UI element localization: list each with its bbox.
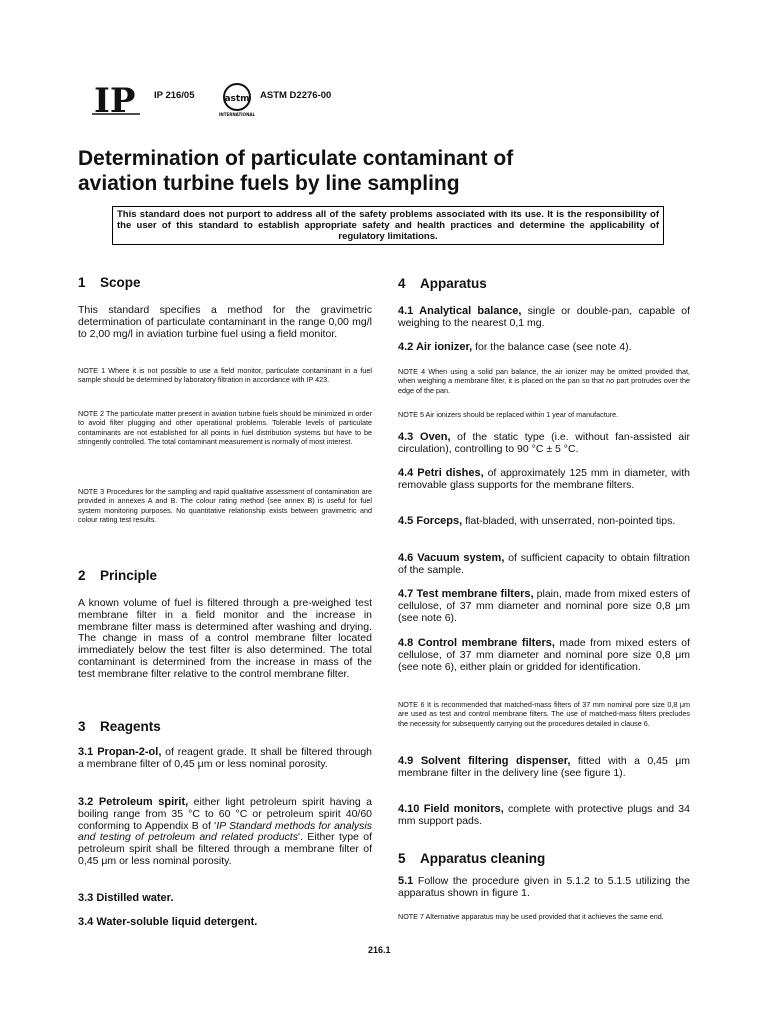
apparatus-heading: 4.10 Field monitors, <box>398 803 504 815</box>
apparatus-heading: 4.4 Petri dishes, <box>398 467 484 479</box>
apparatus-body: of sufficient capacity to obtain filtration of the sample. <box>398 552 691 576</box>
apparatus-4-7 <box>398 589 690 624</box>
section-number: 2 <box>78 568 86 583</box>
section-number: 5 <box>398 851 406 866</box>
apparatus-heading: 4.6 Vacuum system, <box>398 552 505 564</box>
apparatus-heading: 4.9 Solvent filtering dispenser, <box>398 755 571 767</box>
reagent-heading: 3.2 Petroleum spirit, <box>78 796 189 808</box>
note-3: NOTE 3 Procedures for the sampling and rapid qualitative assessment of contamination are provided in annexes A and B. The colour rating method (see annex B) is useful for fuel system monitoring purposes. No quantitative relationship exists between gravimetric and colour rating test results. <box>78 487 372 525</box>
apparatus-4-8 <box>398 638 690 673</box>
apparatus-heading: 4.5 Forceps, <box>398 515 463 527</box>
reagent-body: either light petroleum spirit having a boiling range from 35 °C to 60 °C or petroleum spirit 40/60 conforming to Appendix B of ' <box>78 796 372 832</box>
title-line-1: Determination of particulate contaminant of <box>78 147 514 170</box>
apparatus-heading: 4.2 Air ionizer, <box>398 341 473 353</box>
apparatus-4-4 <box>398 468 690 492</box>
apparatus-4-1 <box>398 306 690 330</box>
note-6: NOTE 6 It is recommended that matched-mass filters of 37 mm nominal pore size 0,8 μm are used as test and control membrane filters. The use of matched-mass filters precludes the necessity for subsequently carrying out the procedures detailed in clause 6. <box>398 700 690 728</box>
apparatus-body: single or double-pan, capable of weighing to the nearest 0,1 mg. <box>398 305 691 329</box>
section-5-heading <box>398 851 545 866</box>
reagent-heading: 3.4 Water-soluble liquid detergent. <box>78 916 258 928</box>
apparatus-body: of approximately 125 mm in diameter, with removable glass supports for the membrane filters. <box>398 467 690 491</box>
apparatus-body: of the static type (i.e. without fan-assisted air circulation), controlling to 90 °C ± 5 °C. <box>398 431 690 455</box>
section-number: 1 <box>78 275 86 290</box>
apparatus-4-2 <box>398 342 690 354</box>
section-1-heading <box>78 275 141 290</box>
section-title: Principle <box>100 568 158 583</box>
apparatus-heading: 4.1 Analytical balance, <box>398 305 522 317</box>
scope-paragraph: This standard specifies a method for the gravimetric determination of particulate contaminant in the range 0,00 mg/l to 2,00 mg/l in aviation turbine fuel using a field monitor. <box>78 304 372 340</box>
reagent-body-2: '. Either type of petroleum spirit shall be filtered through a membrane filter of 0,45 μm or less nominal porosity. <box>78 831 372 867</box>
svg-text:INTERNATIONAL: INTERNATIONAL <box>218 112 256 117</box>
astm-logo-icon <box>218 82 256 118</box>
reagent-3-3 <box>78 893 372 905</box>
section-title: Apparatus <box>420 276 487 291</box>
section-3-heading <box>78 719 161 734</box>
apparatus-4-10 <box>398 804 690 828</box>
section-number: 4 <box>398 276 406 291</box>
section-title: Reagents <box>100 719 161 734</box>
apparatus-heading: 4.8 Control membrane filters, <box>398 637 555 649</box>
note-5: NOTE 5 Air ionizers should be replaced within 1 year of manufacture. <box>398 410 619 419</box>
section-title: Scope <box>100 275 141 290</box>
ip-logo-icon <box>92 80 142 116</box>
apparatus-body: plain, made from mixed esters of cellulose, of 37 mm diameter and nominal pore size 0,8 μm (see note 6). <box>398 588 690 624</box>
section-title: Apparatus cleaning <box>420 851 546 866</box>
reagent-3-1 <box>78 747 372 771</box>
note-4: NOTE 4 When using a solid pan balance, the air ionizer may be omitted provided that, when weighing a membrane filter, it is placed on the pan so that no part protrudes over the edge of the pan. <box>398 367 690 395</box>
svg-text:IP: IP <box>94 81 136 116</box>
note-7: NOTE 7 Alternative apparatus may be used provided that it achieves the same end. <box>398 912 664 921</box>
apparatus-body: for the balance case (see note 4). <box>472 341 632 353</box>
cleaning-heading: 5.1 <box>398 875 414 887</box>
section-number: 3 <box>78 719 86 734</box>
reagent-italic: IP Standard methods for analysis and testing of petroleum and related products <box>78 819 372 844</box>
page-number: 216.1 <box>368 945 391 955</box>
note-2: NOTE 2 The particulate matter present in aviation turbine fuels should be minimized in order to avoid filter plugging and other operational problems. Tolerable levels of particulate contaminants are not established for all points in fuel distribution systems but have to be stringently controlled. The total contaminant measurement is normally of most interest. <box>78 409 372 447</box>
title-line-2: aviation turbine fuels by line sampling <box>78 172 460 195</box>
reagent-3-4 <box>78 917 372 929</box>
reagent-body: of reagent grade. It shall be filtered through a membrane filter of 0,45 μm or less nominal porosity. <box>78 746 372 770</box>
cleaning-body: Follow the procedure given in 5.1.2 to 5.1.5 utilizing the apparatus shown in figure 1. <box>398 875 690 899</box>
reagent-3-2 <box>78 797 372 868</box>
apparatus-body: fitted with a 0,45 μm membrane filter in the delivery line (see figure 1). <box>398 755 690 779</box>
astm-code: ASTM D2276-00 <box>260 90 332 101</box>
apparatus-body: complete with protective plugs and 34 mm support pads. <box>398 803 690 827</box>
note-1: NOTE 1 Where it is not possible to use a field monitor, particulate contaminant in a fuel sample should be determined by laboratory filtration in accordance with IP 423. <box>78 366 372 385</box>
section-4-heading <box>398 276 487 291</box>
cleaning-5-1 <box>398 876 690 900</box>
safety-notice: This standard does not purport to address all of the safety problems associated with its use. It is the responsibility of the user of this standard to establish appropriate safety and health practices and determine the applicability of regulatory limitations. <box>112 206 664 245</box>
apparatus-heading: 4.3 Oven, <box>398 431 451 443</box>
page-title <box>78 146 678 196</box>
apparatus-body: flat-bladed, with unserrated, non-pointed tips. <box>462 515 676 527</box>
reagent-heading: 3.1 Propan-2-ol, <box>78 746 162 758</box>
apparatus-body: made from mixed esters of cellulose, of 37 mm diameter and nominal pore size 0,8 μm (see note 6), either plain or gridded for identification. <box>398 637 690 673</box>
ip-code: IP 216/05 <box>154 90 195 101</box>
reagent-heading: 3.3 Distilled water. <box>78 892 174 904</box>
principle-paragraph: A known volume of fuel is filtered through a pre-weighed test membrane filter in a field monitor and the increase in membrane filter mass is determined after washing and drying. The change in mass of a control membrane filter located immediately below the test filter is also determined. The total contaminant is determined from the increase in mass of the test membrane filter relative to the control membrane filter. <box>78 597 372 680</box>
apparatus-4-3 <box>398 432 690 456</box>
apparatus-4-6 <box>398 553 690 577</box>
apparatus-heading: 4.7 Test membrane filters, <box>398 588 534 600</box>
document-header <box>92 80 492 120</box>
apparatus-4-9 <box>398 756 690 780</box>
section-2-heading <box>78 568 157 583</box>
svg-text:astm: astm <box>224 94 250 104</box>
apparatus-4-5 <box>398 516 690 528</box>
